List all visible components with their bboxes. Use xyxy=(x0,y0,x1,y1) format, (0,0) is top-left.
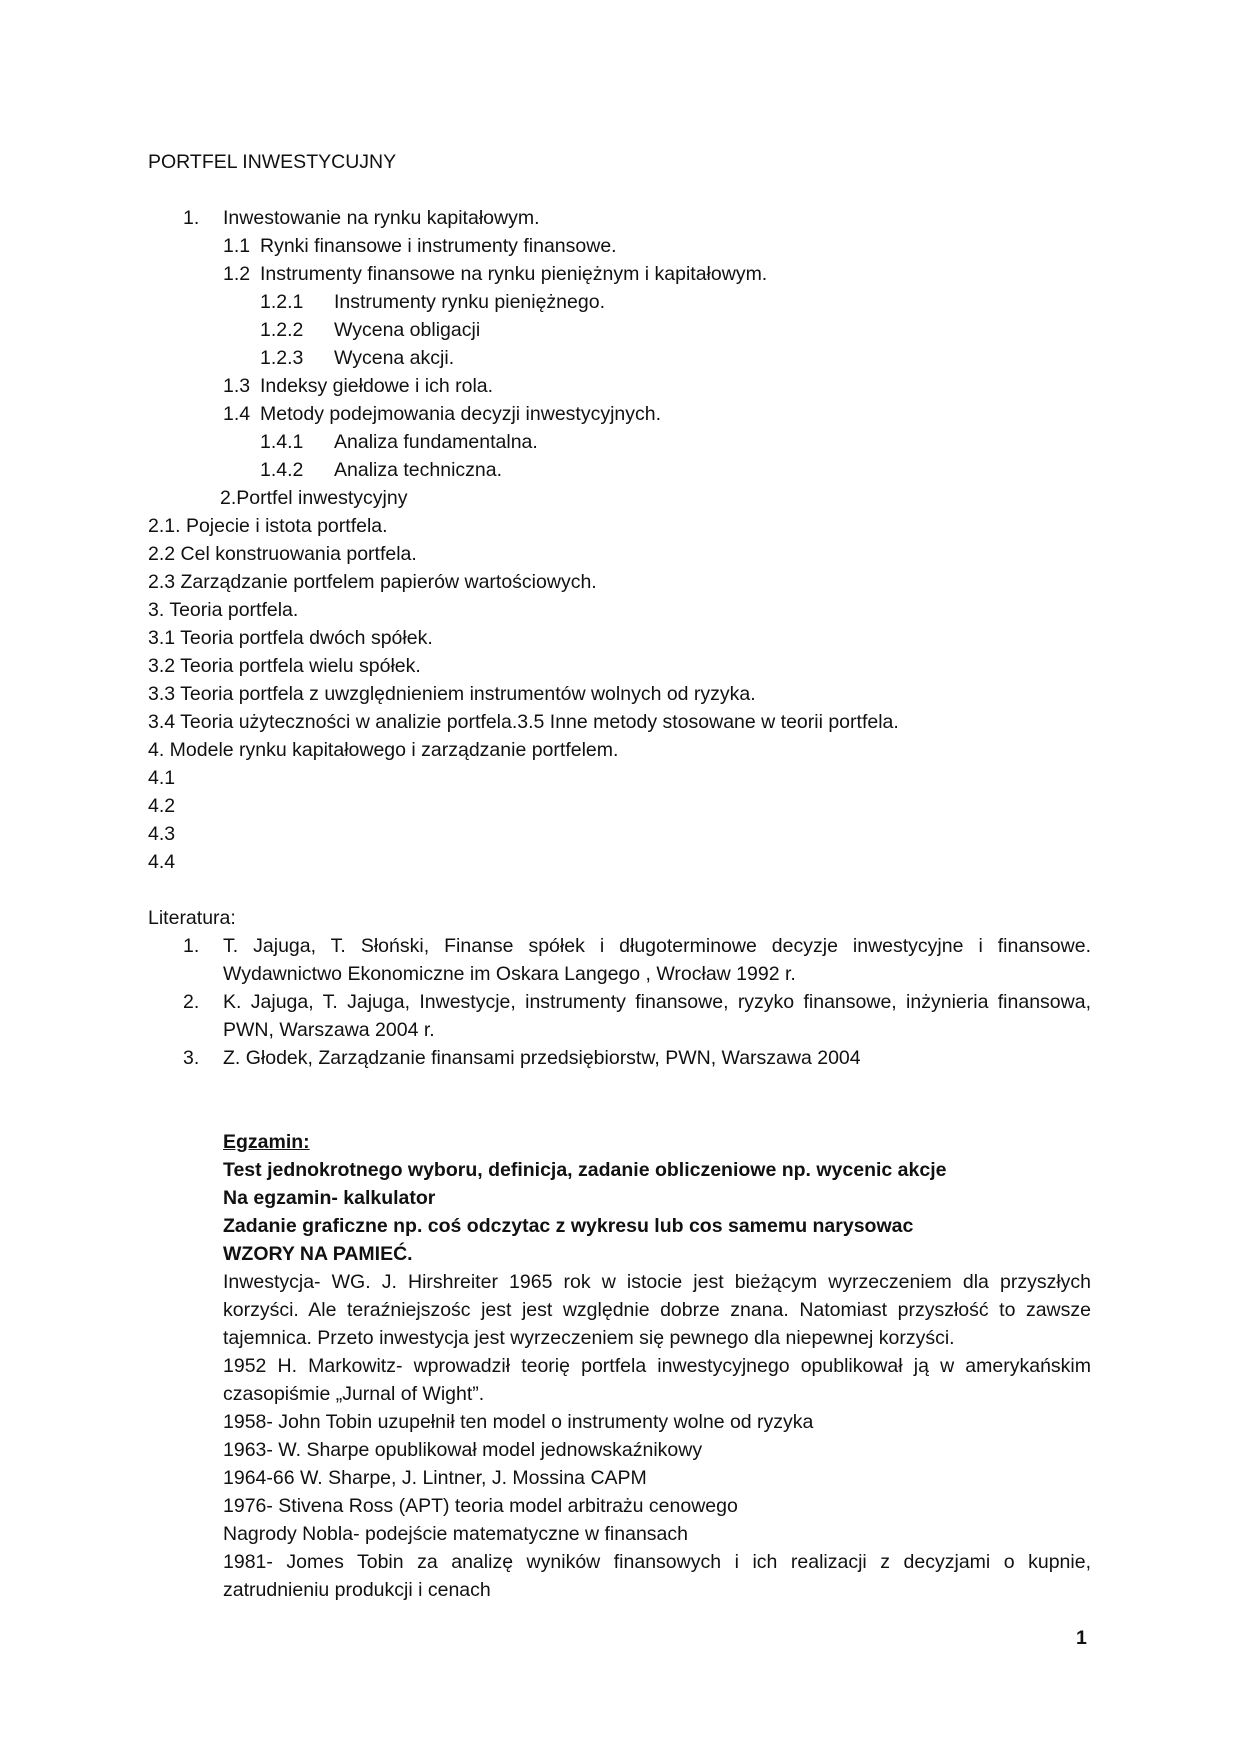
toc-text: Wycena akcji. xyxy=(334,347,455,369)
exam-heading: Egzamin: xyxy=(223,1131,310,1153)
toc-section-3-2: 3.2 Teoria portfela wielu spółek. xyxy=(148,655,421,677)
literature-item-1: T. Jajuga, T. Słoński, Finanse spółek i długoterminowe decyzje inwestycyjne i finansowe. Wydawnictwo Ekonomiczne im Oskara Langego , Wrocław 1992 r. xyxy=(223,935,1091,985)
toc-number: 1.2.3 xyxy=(260,347,304,369)
paragraph-tobin: 1958- John Tobin uzupełnił ten model o instrumenty wolne od ryzyka xyxy=(223,1411,814,1433)
paragraph-sharpe: 1963- W. Sharpe opublikował model jednowskaźnikowy xyxy=(223,1439,703,1461)
toc-chapter-3: 3. Teoria portfela. xyxy=(148,599,299,621)
toc-number: 1.4 xyxy=(223,403,251,425)
toc-section-4-4: 4.4 xyxy=(148,851,176,873)
exam-line-1: Test jednokrotnego wyboru, definicja, zadanie obliczeniowe np. wycenic akcje xyxy=(223,1159,947,1181)
toc-text: Instrumenty rynku pieniężnego. xyxy=(334,291,605,313)
toc-subsection-1-4-1 xyxy=(260,428,538,456)
toc-subsection-1-2-3 xyxy=(260,344,454,372)
toc-number: 1.4.1 xyxy=(260,431,304,453)
toc-section-1-3 xyxy=(223,372,493,400)
toc-number: 1.2.1 xyxy=(260,291,304,313)
exam-line-3: Zadanie graficzne np. coś odczytac z wykresu lub cos samemu narysowac xyxy=(223,1215,914,1237)
toc-section-1-4 xyxy=(223,400,661,428)
toc-text: Analiza techniczna. xyxy=(334,459,503,481)
toc-section-1-2 xyxy=(223,260,767,288)
toc-section-1-1 xyxy=(223,232,617,260)
toc-number: 1. xyxy=(183,207,200,229)
toc-subsection-1-4-2 xyxy=(260,456,502,484)
paragraph-investment-definition: Inwestycja- WG. J. Hirshreiter 1965 rok w istocie jest bieżącym wyrzeczeniem dla przyszłych korzyści. Ale teraźniejszośc jest jest względnie dobrze znana. Natomiast przyszłość to zawsze tajemnica. Przeto inwestycja jest wyrzeczeniem się pewnego dla niepewnej korzyści. xyxy=(223,1271,1091,1349)
toc-text: Indeksy giełdowe i ich rola. xyxy=(260,375,494,397)
toc-number: 1.1 xyxy=(223,235,251,257)
toc-section-4-2: 4.2 xyxy=(148,795,176,817)
toc-section-3-1: 3.1 Teoria portfela dwóch spółek. xyxy=(148,627,433,649)
toc-text: Metody podejmowania decyzji inwestycyjnych. xyxy=(260,403,662,425)
paragraph-capm: 1964-66 W. Sharpe, J. Lintner, J. Mossina CAPM xyxy=(223,1467,647,1489)
toc-chapter-1 xyxy=(183,204,540,232)
exam-line-4: WZORY NA PAMIEĆ. xyxy=(223,1243,413,1265)
literature-heading: Literatura: xyxy=(148,907,236,929)
toc-chapter-4: 4. Modele rynku kapitałowego i zarządzanie portfelem. xyxy=(148,739,619,761)
toc-number: 1.3 xyxy=(223,375,251,397)
toc-text: Analiza fundamentalna. xyxy=(334,431,538,453)
toc-section-4-3: 4.3 xyxy=(148,823,176,845)
paragraph-tobin-1981: 1981- Jomes Tobin za analizę wyników finansowych i ich realizacji z decyzjami o kupnie, zatrudnieniu produkcji i cenach xyxy=(223,1551,1091,1601)
toc-text: Rynki finansowe i instrumenty finansowe. xyxy=(260,235,617,257)
page-number: 1 xyxy=(1076,1627,1087,1649)
toc-section-3-4: 3.4 Teoria użyteczności w analizie portfela.3.5 Inne metody stosowane w teorii portfela. xyxy=(148,711,899,733)
paragraph-markowitz: 1952 H. Markowitz- wprowadził teorię portfela inwestycyjnego opublikował ją w amerykańskim czasopiśmie „Jurnal of Wight”. xyxy=(223,1355,1091,1405)
toc-subsection-1-2-1 xyxy=(260,288,605,316)
literature-item-3: Z. Głodek, Zarządzanie finansami przedsiębiorstw, PWN, Warszawa 2004 xyxy=(223,1047,861,1069)
toc-subsection-1-2-2 xyxy=(260,316,480,344)
paragraph-apt: 1976- Stivena Ross (APT) teoria model arbitrażu cenowego xyxy=(223,1495,738,1517)
toc-text: Inwestowanie na rynku kapitałowym. xyxy=(223,207,540,229)
toc-section-2-3: 2.3 Zarządzanie portfelem papierów wartościowych. xyxy=(148,571,597,593)
toc-number: 1.4.2 xyxy=(260,459,304,481)
toc-number: 1.2.2 xyxy=(260,319,304,341)
toc-text: Instrumenty finansowe na rynku pieniężnym i kapitałowym. xyxy=(260,263,768,285)
toc-section-2-2: 2.2 Cel konstruowania portfela. xyxy=(148,543,417,565)
toc-section-3-3: 3.3 Teoria portfela z uwzględnieniem instrumentów wolnych od ryzyka. xyxy=(148,683,756,705)
literature-item-3-number: 3. xyxy=(183,1047,200,1069)
toc-section-4-1: 4.1 xyxy=(148,767,176,789)
toc-chapter-2: 2.Portfel inwestycyjny xyxy=(220,487,408,509)
literature-item-1-number: 1. xyxy=(183,935,200,957)
toc-text: Wycena obligacji xyxy=(334,319,481,341)
literature-item-2-number: 2. xyxy=(183,991,200,1013)
document-title: PORTFEL INWESTYCUJNY xyxy=(148,151,397,173)
paragraph-nobel: Nagrody Nobla- podejście matematyczne w finansach xyxy=(223,1523,688,1545)
toc-section-2-1: 2.1. Pojecie i istota portfela. xyxy=(148,515,388,537)
literature-item-2: K. Jajuga, T. Jajuga, Inwestycje, instrumenty finansowe, ryzyko finansowe, inżynieria finansowa, PWN, Warszawa 2004 r. xyxy=(223,991,1091,1041)
exam-line-2: Na egzamin- kalkulator xyxy=(223,1187,436,1209)
toc-number: 1.2 xyxy=(223,263,251,285)
